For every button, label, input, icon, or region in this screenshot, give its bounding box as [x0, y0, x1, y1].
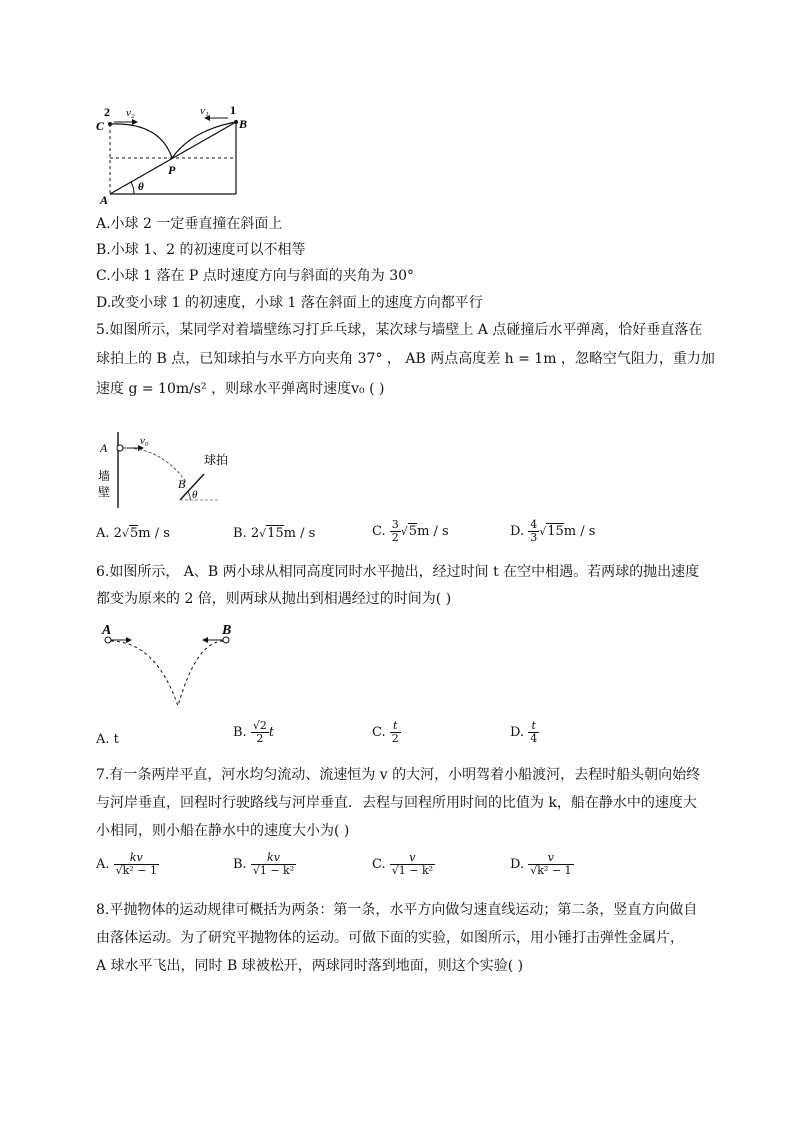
q7-stem-line-2: 与河岸垂直，回程时行驶路线与河岸垂直．去程与回程所用时间的比值为 k，船在静水中的速度大 [96, 795, 697, 811]
q5-stem-line-2: 球拍上的 B 点，已知球拍与水平方向夹角 37° ， AB 两点高度差 h = 1m ，忽略空气阻力，重力加 [96, 351, 715, 367]
q6-option-c: C. $\frac{t}{2}$ [372, 719, 399, 745]
q8-stem-line-3: A 球水平飞出，同时 B 球被松开，两球同时落到地面，则这个实验( ) [96, 958, 524, 974]
q6-stem-line-2: 都变为原来的 2 倍，则两球从抛出到相遇经过的时间为( ) [96, 591, 452, 607]
q6-option-d: D. $\frac{t}{4}$ [510, 719, 538, 745]
fig1-label-1: 1 [230, 103, 236, 117]
q8-stem-line-2: 由落体运动。为了研究平抛物体的运动。可做下面的实验，如图所示，用小锤打击弹性金属片， [96, 930, 684, 946]
q5-fig-label-theta: θ [192, 489, 198, 501]
q4-option-c: C.小球 1 落在 P 点时速度方向与斜面的夹角为 30° [96, 268, 415, 284]
q5-fig-label-racket: 球拍 [204, 453, 229, 467]
q7-option-b: B. $\frac{kv}{\text{√1 − k²}}$ [233, 851, 295, 877]
q6-fig-label-B: B [222, 623, 232, 638]
q5-option-b: B. 2√15m / s [233, 526, 316, 541]
fig1-label-theta: θ [138, 181, 144, 193]
q6-option-b: B. $\frac{√2}{2}$ t [233, 719, 275, 745]
q5-fig-label-B: B [178, 477, 186, 491]
q5-stem-line-1: 5.如图所示，某同学对着墙壁练习打乒乓球，某次球与墙壁上 A 点碰撞后水平弹离，恰好垂直落在 [96, 322, 703, 338]
q5-option-c: C. $\frac{3}{2}$ √5m / s [372, 518, 449, 544]
figure-incline-projectile [92, 100, 252, 206]
fig1-label-C: C [96, 119, 105, 133]
q6-option-a: A. t [96, 732, 119, 747]
q4-option-b: B.小球 1、2 的初速度可以不相等 [96, 242, 306, 258]
q5-fig-label-A: A [100, 441, 108, 455]
fig1-label-B: B [239, 117, 248, 131]
q4-option-a: A.小球 2 一定垂直撞在斜面上 [96, 216, 283, 232]
q7-stem-line-1: 7.有一条两岸平直，河水均匀流动、流速恒为 v 的大河，小明驾着小船渡河，去程时船头朝向始终 [96, 767, 701, 783]
q6-fig-label-A: A [102, 623, 112, 638]
q5-fig-label-wall-1: 墙 [98, 469, 111, 483]
fig1-label-A: A [100, 193, 109, 206]
q7-option-a: A. $\frac{kv}{\text{√k² − 1}}$ [96, 851, 157, 877]
q5-option-a: A. 2√5m / s [96, 526, 170, 541]
q5-option-d: D. $\frac{4}{3}$ √15m / s [510, 518, 596, 544]
q5-fig-label-wall-2: 壁 [98, 485, 111, 499]
fig1-label-P: P [168, 163, 176, 177]
q7-stem-line-3: 小相同，则小船在静水中的速度大小为( ) [96, 823, 350, 839]
fig1-label-v2: v₂ [126, 107, 135, 119]
q8-stem-line-1: 8.平抛物体的运动规律可概括为两条：第一条，水平方向做匀速直线运动；第二条，竖直方向做自 [96, 902, 698, 918]
q4-option-d: D.改变小球 1 的初速度，小球 1 落在斜面上的速度方向都平行 [96, 295, 483, 311]
figure-wall-pingpong [92, 428, 242, 514]
q7-option-d: D. $\frac{v}{\text{√k² − 1}}$ [510, 851, 572, 877]
figure-two-balls-meet [96, 620, 246, 712]
q5-fig-label-v0: v₀ [140, 435, 149, 447]
q7-option-c: C. $\frac{v}{\text{√1 − k²}}$ [372, 851, 434, 877]
fig1-label-v1: v₁ [200, 105, 209, 117]
q5-stem-line-3: 速度 g = 10m/s² ，则球水平弹离时速度v₀ ( ) [96, 381, 385, 397]
q6-stem-line-1: 6.如图所示， A、B 两小球从相同高度同时水平抛出，经过时间 t 在空中相遇。若两球的抛出速度 [96, 564, 700, 580]
fig1-label-2: 2 [104, 105, 110, 119]
